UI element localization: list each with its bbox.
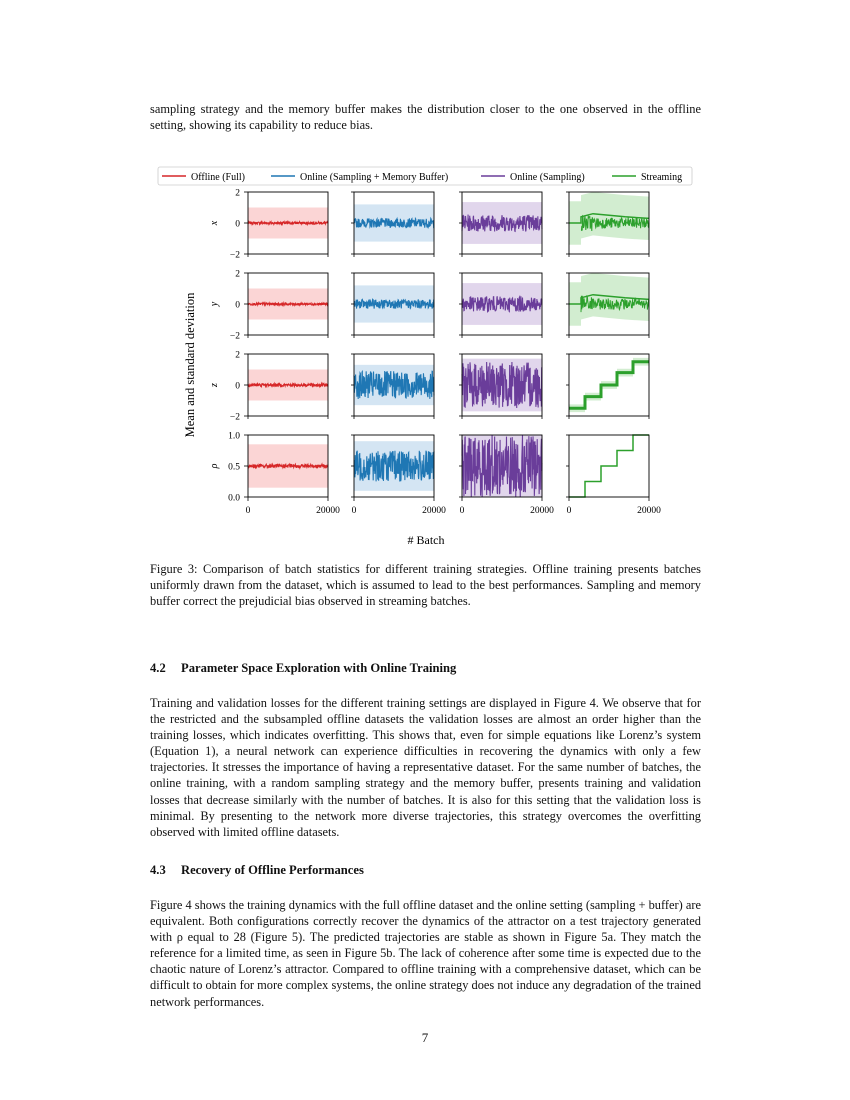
legend-entry: Online (Sampling) xyxy=(510,172,585,183)
series-mean xyxy=(569,435,649,497)
y-tick-label: 0.0 xyxy=(228,493,240,504)
row-variable-label: ρ xyxy=(209,463,220,469)
row-variable-label: z xyxy=(209,383,220,387)
x-tick-label: 0 xyxy=(459,506,465,516)
chart-legend xyxy=(158,167,692,185)
panel-ρ-1 xyxy=(351,435,446,516)
series-mean xyxy=(569,362,649,409)
panel-y-3 xyxy=(566,273,649,338)
panel-ρ-2 xyxy=(459,435,554,516)
panel-x-1 xyxy=(351,192,434,257)
legend-entry: Streaming xyxy=(641,172,683,183)
panel-x-0 xyxy=(248,192,328,257)
y-tick-label: 0.5 xyxy=(228,462,240,473)
panel-ρ-0 xyxy=(246,435,341,516)
row-variable-label: x xyxy=(209,220,220,226)
x-tick-label: 20000 xyxy=(422,506,446,516)
panel-z-2 xyxy=(459,354,542,419)
y-tick-label: 0 xyxy=(235,219,240,230)
row-variable-label: y xyxy=(209,301,220,307)
x-tick-label: 20000 xyxy=(530,506,554,516)
y-tick-label: 2 xyxy=(235,188,240,199)
y-tick-label: −2 xyxy=(229,331,240,342)
panel-z-3 xyxy=(566,354,649,419)
panel-y-2 xyxy=(459,273,542,338)
panel-y-1 xyxy=(351,273,434,338)
section-title: Parameter Space Exploration with Online Training xyxy=(181,661,457,675)
section-4-3-body: Figure 4 shows the training dynamics with the full offline dataset and the online setting (sampling + buffer) are equivalent. Both configurations correctly recover the dynamics of the attractor on a test trajectory generated with ρ equal to 28 (Figure 5). The predicted trajectories are stable as shown in Figure 5a. They match the reference for a limited time, as seen in Figure 5b. The lack of coherence after some time is expected due to the chaotic nature of Lorenz’s attractor. Compared to offline training with a comprehensive dataset, which can be difficult to obtain for more complex systems, the online strategy does not induce any degradation of the trained network performances. xyxy=(150,898,702,1009)
chart-x-axis-label: # Batch xyxy=(407,533,445,547)
legend-entry: Online (Sampling + Memory Buffer) xyxy=(300,172,449,183)
panel-z-0 xyxy=(248,354,328,419)
chart-y-axis-label: Mean and standard deviation xyxy=(183,292,197,438)
panel-z-1 xyxy=(351,354,434,419)
panel-ρ-3 xyxy=(566,435,661,516)
panel-x-3 xyxy=(566,192,649,257)
y-tick-label: 1.0 xyxy=(228,431,240,442)
y-tick-label: 2 xyxy=(235,350,240,361)
y-tick-label: −2 xyxy=(229,250,240,261)
x-tick-label: 0 xyxy=(245,506,251,516)
y-tick-label: 0 xyxy=(235,300,240,311)
section-heading-4-2 xyxy=(150,661,456,676)
y-tick-label: 2 xyxy=(235,269,240,280)
x-tick-label: 20000 xyxy=(637,506,661,516)
figure-3-chart xyxy=(0,160,850,560)
figure-caption: Figure 3: Comparison of batch statistics for different training strategies. Offline training presents batches uniformly drawn from the dataset, which is assumed to lead to the best performances. Sampling and memory buffer correct the prejudicial bias observed in streaming batches. xyxy=(150,562,701,609)
section-heading-4-3 xyxy=(150,863,364,878)
x-tick-label: 0 xyxy=(351,506,357,516)
section-4-2-body: Training and validation losses for the different training settings are displayed in Figure 4. We observe that for the restricted and the subsampled offline datasets the validation losses are almost an order higher than the training losses, which indicates overfitting. This shows that, even for simple equations like Lorenz’s system (Equation 1), a neural network can experience difficulties in recovering the dynamics with only a few trajectories. It stresses the importance of having a representative dataset. For the same number of batches, the online training, with a random sampling strategy and the memory buffer, presents training and validation losses that decrease similarly with the number of batches. It is also for this setting that the validation loss is minimal. By presenting to the network more diverse trajectories, this strategy overcomes the overfitting observed with limited offline datasets. xyxy=(150,696,701,839)
y-tick-label: −2 xyxy=(229,412,240,423)
intro-paragraph: sampling strategy and the memory buffer makes the distribution closer to the one observed in the offline setting, showing its capability to reduce bias. xyxy=(150,102,701,133)
section-title: Recovery of Offline Performances xyxy=(181,863,364,877)
x-tick-label: 20000 xyxy=(316,506,340,516)
x-tick-label: 0 xyxy=(566,506,572,516)
section-number: 4.2 xyxy=(150,661,166,675)
y-tick-label: 0 xyxy=(235,381,240,392)
section-number: 4.3 xyxy=(150,863,166,877)
panel-x-2 xyxy=(459,192,542,257)
page-number: 7 xyxy=(421,1030,429,1045)
chart-panels xyxy=(209,189,661,517)
legend-entry: Offline (Full) xyxy=(191,172,245,183)
panel-y-0 xyxy=(248,273,328,338)
